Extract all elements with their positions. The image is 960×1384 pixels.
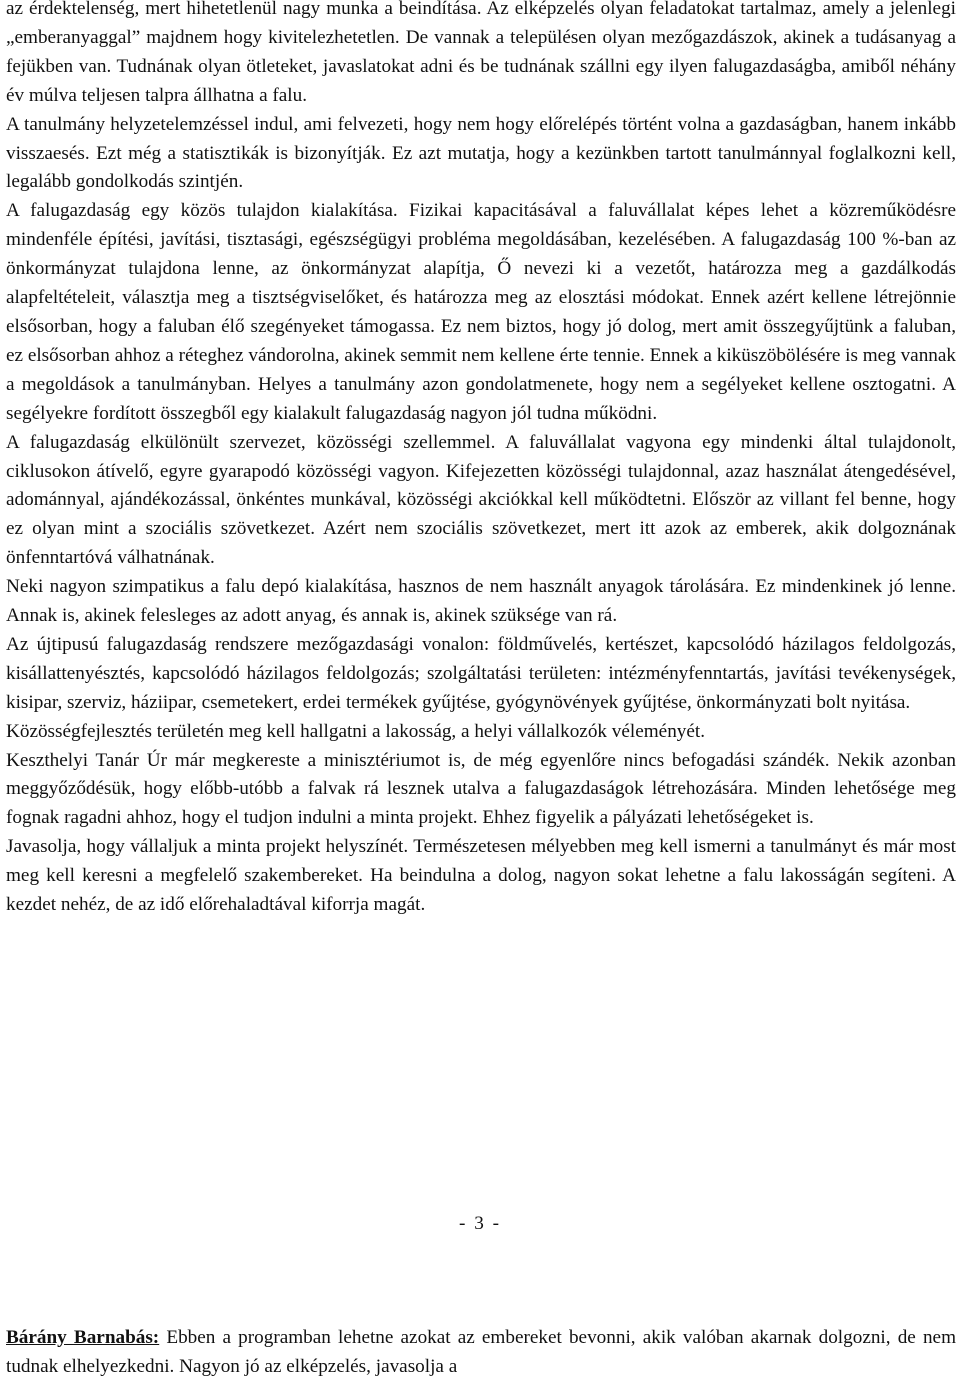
paragraph-community-development: Közösségfejlesztés területén meg kell hallgatni a lakosság, a helyi vállalkozók véleményét. <box>6 720 706 742</box>
paragraph-proposal: Javasolja, hogy vállaljuk a minta projekt helyszínét. Természetesen mélyebben meg kell ismerni a tanulmányt és már most meg kell keresni a megfelelő szakembereket. Ha beindulna a dolog, nagyon sokat lehetne a falu lakosságán segíteni. A kezdet nehéz, de az idő előrehaladtával kiforrja magát. <box>6 836 956 916</box>
document-body <box>6 0 956 920</box>
speaker-paragraph <box>6 1324 956 1382</box>
paragraph-ministry-contact: Keszthelyi Tanár Úr már megkereste a minisztériumot is, de még egyenlőre nincs befogadási szándék. Nekik azonban meggyőződésük, hogy előbb-utóbb a falvak rá lesznek utalva a falugazdaságok létrehozására. Minden lehetősége meg fognak ragadni ahhoz, hogy el tudjon indulni a minta projekt. Ehhez figyelik a pályázati lehetőségeket is. <box>6 749 956 829</box>
paragraph-common-property: A falugazdaság egy közös tulajdon kialakítása. Fizikai kapacitásával a faluvállalat képes lehet a közreműködésre mindenféle építési, javítási, tisztasági, egészségügyi probléma megoldásában, kezelésében. A falugazdaság 100 %-ban az önkormányzat tulajdona lenne, az önkormányzat alapítja, Ő nevezi ki a vezetőt, határozza meg a gazdálkodás alapfeltételeit, választja meg a tisztségviselőket, és határozza meg az elosztási módokat. Ennek azért kellene létrejönnie elsősorban, hogy a faluban élő szegényeket támogassa. Ez nem biztos, hogy jó dolog, mert amit összegyűjtünk a faluban, ez elsősorban ahhoz a réteghez vándorolna, akinek semmit nem kellene érte tennie. Ennek a kiküszöbölésére is meg vannak a megoldások a tanulmányban. Helyes a tanulmány azon gondolatmenete, hogy nem a segélyeket kellene osztogatni. A segélyekre fordított összegből egy kialakult falugazdaság nagyon jól tudna működni. <box>6 200 956 424</box>
next-page-speaker-block <box>6 1324 956 1382</box>
page-number: - 3 - <box>459 1213 501 1234</box>
paragraph-separate-organization: A falugazdaság elkülönült szervezet, közösségi szellemmel. A faluvállalat vagyona egy mindenki által tulajdonolt, ciklusokon átívelő, egyre gyarapodó közösségi vagyon. Kifejezetten közösségi tulajdonnal, azaz használat átengedésével, adománnyal, ajándékozással, önkéntes munkával, közösségi akciókkal kell működtetni. Először az villant fel benne, hogy ez olyan mint a szociális szövetkezet. Azért nem szociális szövetkezet, mert itt azok az emberek, akik dolgoznának önfenntartóvá válhatnának. <box>6 431 956 569</box>
paragraph-intro: az érdektelenség, mert hihetetlenül nagy munka a beindítása. Az elképzelés olyan feladatokat tartalmaz, amely a jelenlegi „emberanyaggal” majdnem hogy kivitelezhetetlen. De vannak a településen olyan mezőgazdászok, akinek a tudásanyag a fejükben van. Tudnának olyan ötleteket, javaslatokat adni és be tudnának szállni egy ilyen falugazdaságba, amiből néhány év múlva teljesen talpra állhatna a falu. <box>6 0 956 106</box>
paragraph-situation-analysis: A tanulmány helyzetelemzéssel indul, ami felvezeti, hogy nem hogy előrelépés történt volna a gazdaságban, hanem inkább visszaesés. Ezt még a statisztikák is bizonyítják. Ez azt mutatja, hogy a kezünkben tartott tanulmánnyal foglalkozni kell, legalább gondolkodás szintjén. <box>6 113 956 193</box>
speaker-name: Bárány Barnabás: <box>6 1327 160 1348</box>
paragraph-new-type-system: Az újtipusú falugazdaság rendszere mezőgazdasági vonalon: földművelés, kertészet, kapcsolódó házilagos feldolgozás, kisállattenyésztés, kapcsolódó házilagos feldolgozás; szolgáltatási területen: intézményfenntartás, javítási tevékenységek, kisipar, szerviz, háziipar, csemetekert, erdei termékek gyűjtése, gyógynövények gyűjtése, önkormányzati bolt nyitása. <box>6 633 956 713</box>
speaker-text: Ebben a programban lehetne azokat az embereket bevonni, akik valóban akarnak dolgozni, de nem tudnak elhelyezkedni. Nagyon jó az elképzelés, javasolja a <box>6 1327 956 1377</box>
paragraph-village-depot: Neki nagyon szimpatikus a falu depó kialakítása, hasznos de nem használt anyagok tárolására. Ez mindenkinek jó lenne. Annak is, akinek felesleges az adott anyag, és annak is, akinek szüksége van rá. <box>6 576 956 627</box>
